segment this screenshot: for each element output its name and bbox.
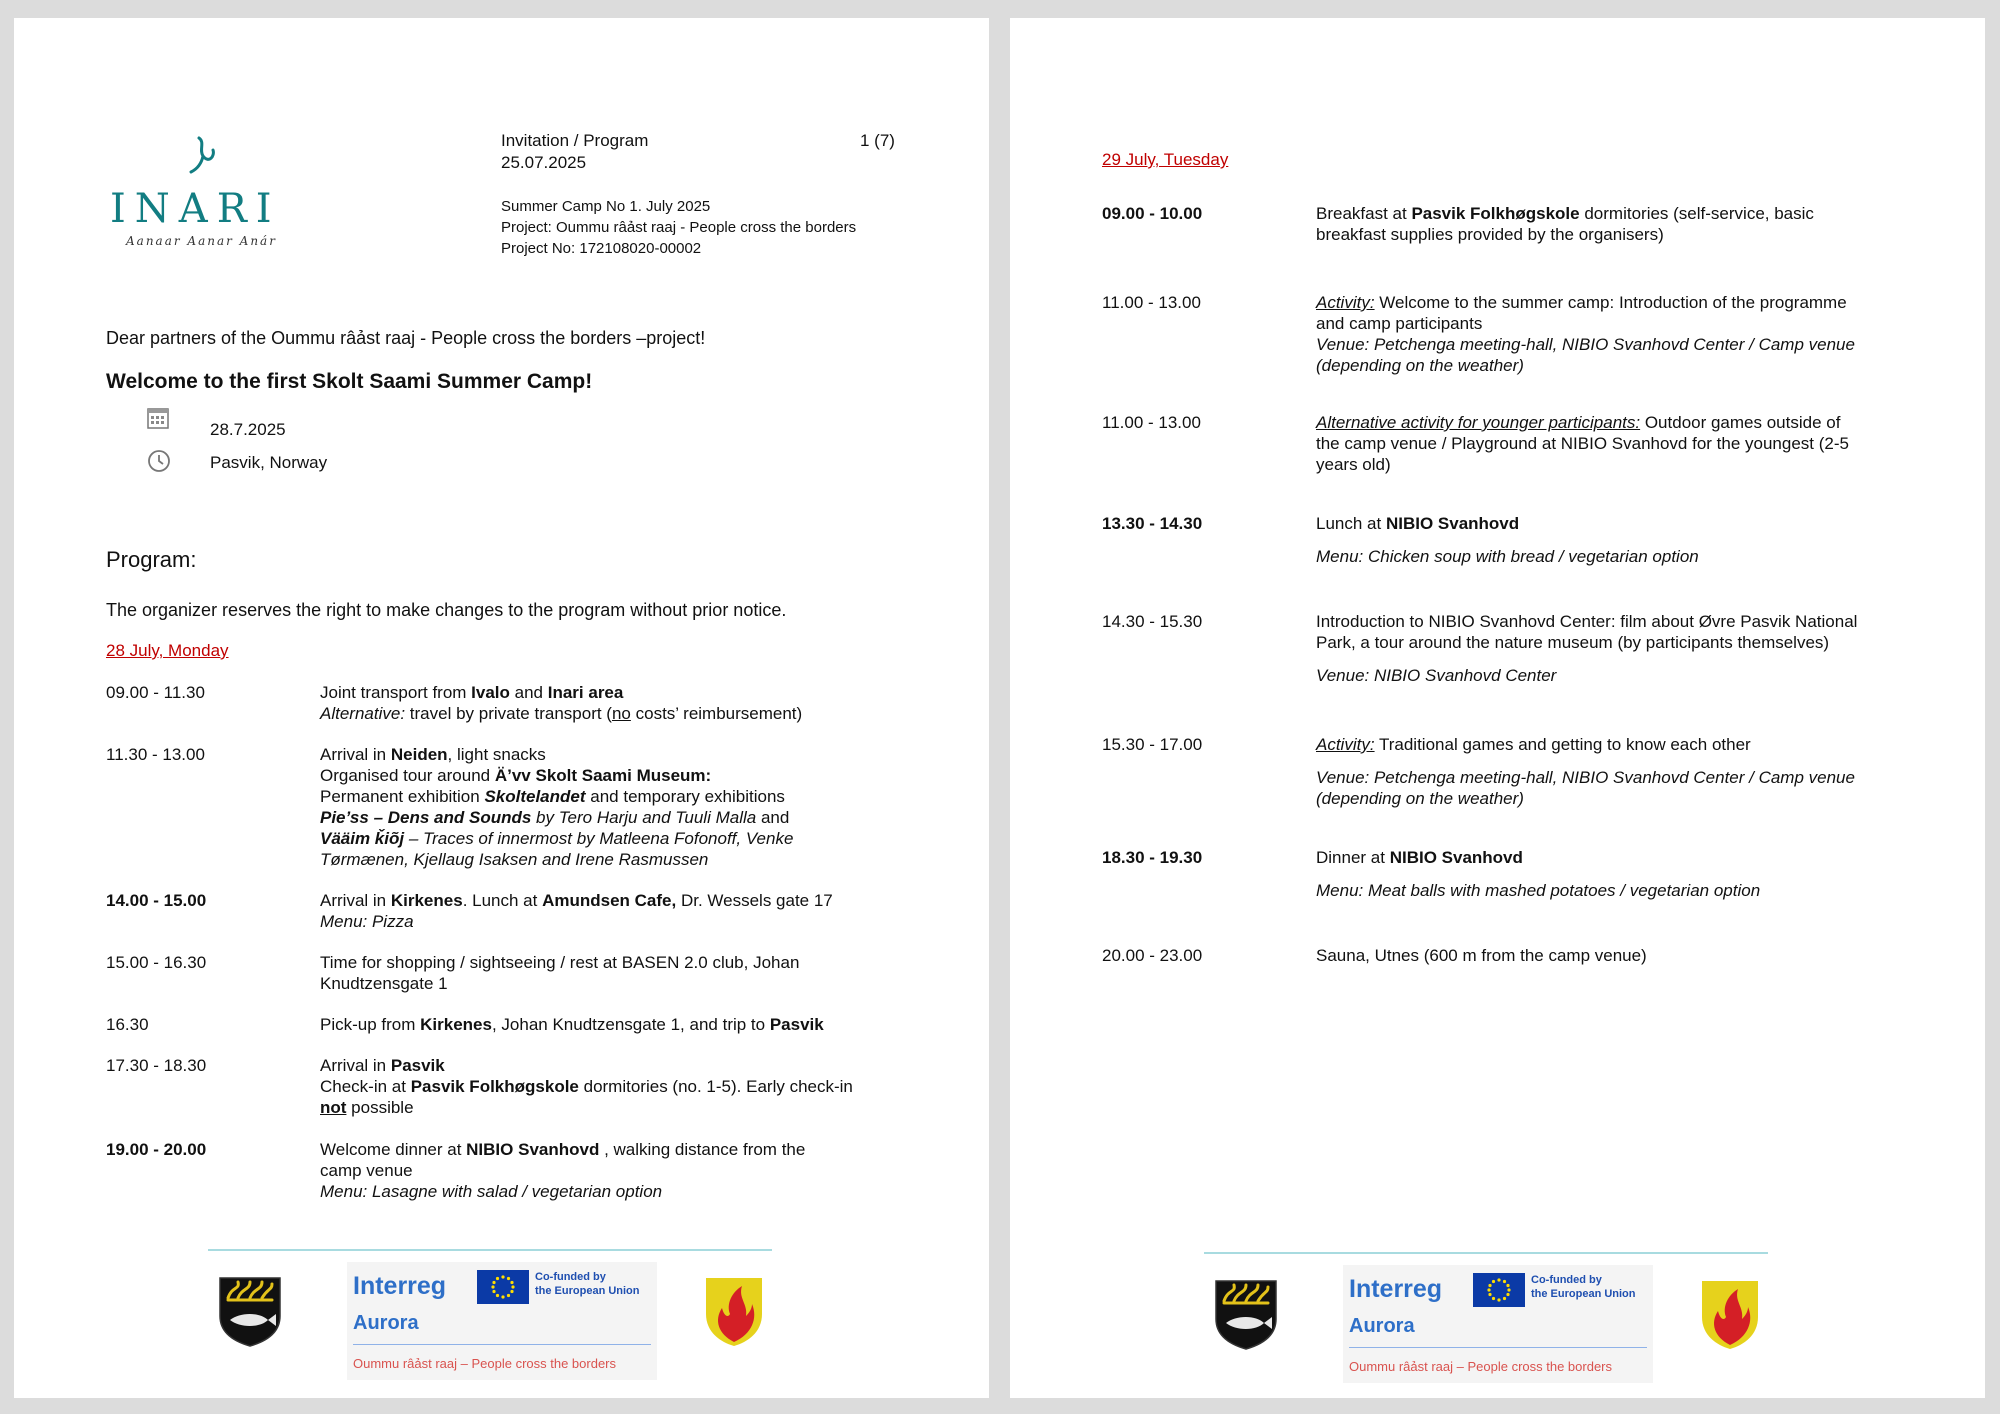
eu-cofunded-text: Co-funded by the European Union — [1531, 1274, 1636, 1300]
inari-logo — [110, 136, 290, 246]
eu-flag-icon — [1473, 1273, 1525, 1307]
interreg-wordmark: Interreg — [353, 1272, 447, 1300]
day-heading-tuesday: 29 July, Tuesday — [1102, 150, 1229, 169]
schedule-time: 09.00 - 10.00 — [1102, 204, 1203, 223]
schedule-time: 11.00 - 13.00 — [1102, 413, 1201, 432]
schedule-time: 15.00 - 16.30 — [106, 953, 207, 972]
schedule-entry: Joint transport from Ivalo and Inari area Alternative: travel by private transport (no costs’ reimbursement) — [320, 683, 803, 723]
schedule-time: 13.30 - 14.30 — [1102, 514, 1203, 533]
coat-of-arms-antler-fish-icon — [1214, 1279, 1278, 1351]
schedule-entry: Arrival in Pasvik Check-in at Pasvik Folkhøgskole dormitories (no. 1-5). Early check-in not possible — [320, 1056, 853, 1117]
schedule-entry: Sauna, Utnes (600 m from the camp venue) — [1316, 946, 1647, 965]
footer-divider — [208, 1249, 772, 1251]
schedule-time: 16.30 — [106, 1015, 149, 1034]
schedule-entry: Breakfast at Pasvik Folkhøgskole dormitories (self-service, basic breakfast supplies provided by the organisers) — [1316, 204, 1814, 244]
program-heading: Program: — [106, 547, 197, 572]
document-page-1 — [14, 18, 989, 1398]
schedule-time: 11.30 - 13.00 — [106, 745, 205, 764]
schedule-entry: Activity: Traditional games and getting to know each other Venue: Petchenga meeting-hall, NIBIO Svanhovd Center / Camp venue (depending on the weather) — [1316, 735, 1855, 808]
schedule-time: 18.30 - 19.30 — [1102, 848, 1203, 867]
interreg-wordmark: Interreg — [1349, 1275, 1443, 1303]
schedule-time: 17.30 - 18.30 — [106, 1056, 207, 1075]
clock-icon — [147, 449, 171, 473]
camp-name: Summer Camp No 1. July 2025 — [501, 198, 711, 215]
doc-type: Invitation / Program — [501, 131, 649, 150]
greeting: Dear partners of the Oummu râảst raaj - People cross the borders –project! — [106, 328, 706, 348]
calendar-icon — [147, 407, 169, 429]
schedule-entry: Pick-up from Kirkenes, Johan Knudtzensgate 1, and trip to Pasvik — [320, 1015, 824, 1034]
coat-of-arms-antler-fish-icon — [218, 1276, 282, 1348]
project-tagline: Oummu râảst raaj – People cross the borders — [353, 1356, 617, 1371]
event-place: Pasvik, Norway — [210, 453, 328, 472]
project-number: Project No: 172108020-00002 — [501, 240, 702, 257]
schedule-time: 20.00 - 23.00 — [1102, 946, 1203, 965]
interreg-aurora-logo — [1343, 1265, 1653, 1383]
logo-divider — [1349, 1347, 1647, 1348]
event-date: 28.7.2025 — [210, 420, 286, 439]
inari-wordmark: INARI — [110, 186, 281, 232]
footer-divider — [1204, 1252, 1768, 1254]
schedule-entry: Arrival in Kirkenes. Lunch at Amundsen Cafe, Dr. Wessels gate 17 Menu: Pizza — [320, 891, 833, 931]
schedule-time: 19.00 - 20.00 — [106, 1140, 207, 1159]
logo-divider — [353, 1344, 651, 1345]
interreg-aurora-logo — [347, 1262, 657, 1380]
schedule-time: 14.00 - 15.00 — [106, 891, 207, 910]
schedule-time: 15.30 - 17.00 — [1102, 735, 1203, 754]
coat-of-arms-flame-icon — [1700, 1279, 1760, 1351]
program-notice: The organizer reserves the right to make changes to the program without prior notice. — [106, 600, 787, 620]
schedule-entry: Activity: Welcome to the summer camp: Introduction of the programme and camp participants Venue: Petchenga meeting-hall, NIBIO Svanhovd Center / Camp venue (depending on the weather) — [1316, 293, 1855, 375]
schedule-entry: Lunch at NIBIO Svanhovd Menu: Chicken soup with bread / vegetarian option — [1316, 514, 1699, 566]
schedule-time: 14.30 - 15.30 — [1102, 612, 1203, 631]
schedule-time: 11.00 - 13.00 — [1102, 293, 1201, 312]
reindeer-antler-icon — [185, 136, 225, 186]
project-name: Project: Oummu râảst raaj - People cross the borders — [501, 219, 857, 236]
schedule-entry: Introduction to NIBIO Svanhovd Center: film about Øvre Pasvik National Park, a tour around the nature museum (by participants themselves) Venue: NIBIO Svanhovd Center — [1316, 612, 1858, 685]
project-tagline: Oummu râảst raaj – People cross the borders — [1349, 1359, 1613, 1374]
schedule-entry: Arrival in Neiden, light snacks Organised tour around Ä’vv Skolt Saami Museum: Permanent exhibition Skoltelandet and temporary exhibitions Pie’ss – Dens and Sounds by Tero Harju and Tuuli Malla and Vääim ǩiõj – Traces of innermost by Matleena Fofonoff, Venke Tørmænen, Kjellaug Isaksen and Irene Rasmussen — [320, 745, 794, 869]
doc-date: 25.07.2025 — [501, 153, 587, 172]
aurora-wordmark: Aurora — [353, 1312, 419, 1334]
page-number: 1 (7) — [860, 131, 895, 150]
inari-subtitle: Aanaar Aanar Anár — [126, 234, 277, 248]
schedule-time: 09.00 - 11.30 — [106, 683, 205, 702]
schedule-entry: Alternative activity for younger participants: Outdoor games outside of the camp venue / Playground at NIBIO Svanhovd for the youngest (2-5 years old) — [1316, 413, 1849, 474]
schedule-entry: Time for shopping / sightseeing / rest at BASEN 2.0 club, Johan Knudtzensgate 1 — [320, 953, 800, 993]
eu-cofunded-text: Co-funded by the European Union — [535, 1271, 640, 1297]
document-page-2 — [1010, 18, 1985, 1398]
schedule-entry: Welcome dinner at NIBIO Svanhovd , walking distance from the camp venue Menu: Lasagne with salad / vegetarian option — [320, 1140, 806, 1201]
welcome-heading: Welcome to the first Skolt Saami Summer Camp! — [106, 370, 593, 393]
schedule-entry: Dinner at NIBIO Svanhovd Menu: Meat balls with mashed potatoes / vegetarian option — [1316, 848, 1761, 900]
coat-of-arms-flame-icon — [704, 1276, 764, 1348]
day-heading-monday: 28 July, Monday — [106, 641, 229, 660]
eu-flag-icon — [477, 1270, 529, 1304]
aurora-wordmark: Aurora — [1349, 1315, 1415, 1337]
